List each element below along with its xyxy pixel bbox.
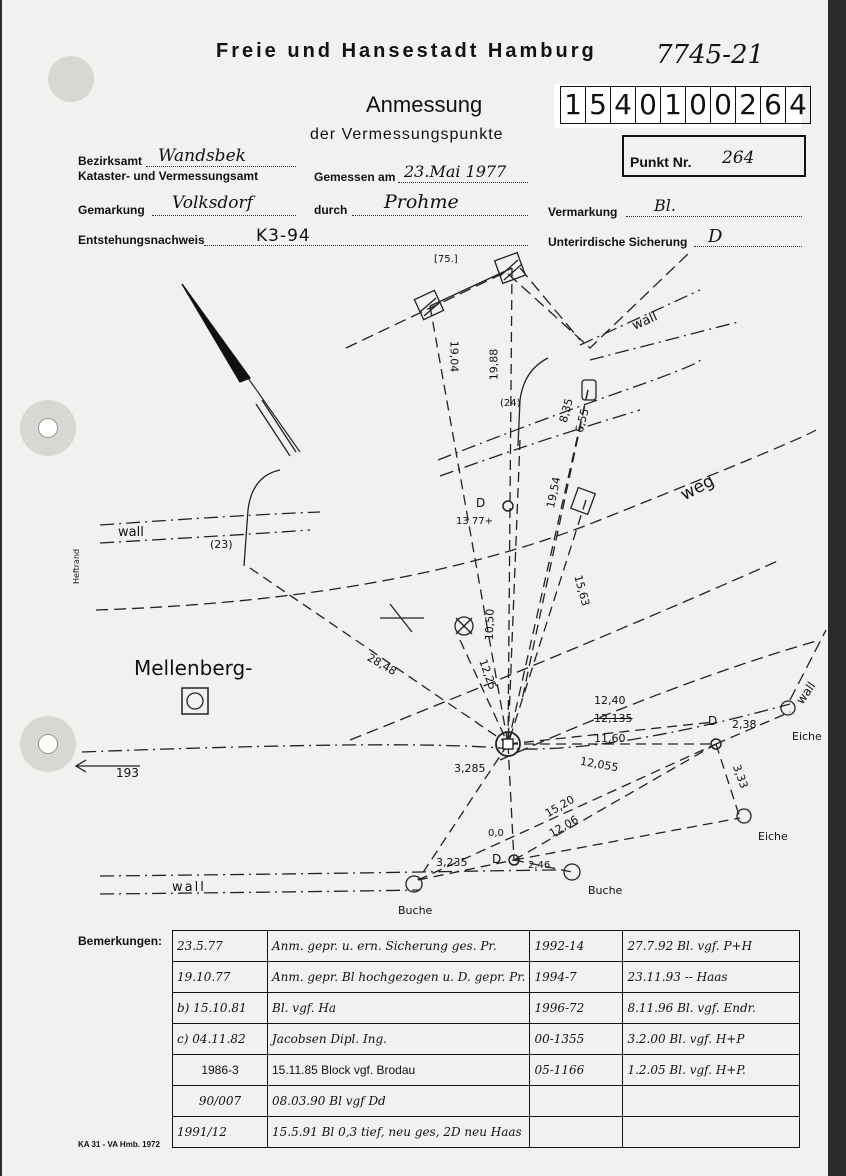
table-row [173,1055,800,1086]
wall-left-label: wall [118,525,144,540]
distance-label: 12,25 [476,657,500,692]
table-row [173,993,800,1024]
form-subtitle: der Vermessungspunkte [310,126,504,143]
id-digit: 1 [660,86,685,124]
gemarkung-label: Gemarkung [78,203,145,217]
distance-label: 15,63 [571,573,593,608]
remark-cell: b) 15.10.81 [173,993,268,1024]
heftrand-label: Heftrand [72,548,81,584]
table-row [173,1117,800,1148]
distance-label: 12,06 [546,812,581,841]
distance-label: 0,0 [488,828,504,839]
distance-label: 3,33 [729,762,751,791]
distance-label: 6,55 [572,406,592,435]
remark-cell: 1994-7 [530,962,623,993]
mellenberg-label: Mellenberg- [134,656,253,680]
gemessen-value: 23.Mai 1977 [404,162,507,181]
remarks-label: Bemerkungen: [78,934,163,948]
durch-value: Prohme [384,191,459,213]
distance-label: 10,50 [482,608,497,641]
distance-label: 19,88 [487,348,501,381]
remark-cell: Anm. gepr. Bl hochgezogen u. D. gepr. Pr. [268,962,530,993]
marker-75-label: [75.] [434,254,458,265]
remarks-table [172,930,800,1148]
remark-cell: 23.5.77 [173,931,268,962]
buche-label: Buche [588,884,623,897]
entstehung-label: Entstehungsnachweis [78,233,205,247]
remark-cell: 05-1166 [530,1055,623,1086]
distance-label: 3,235 [436,856,468,869]
id-digit: 6 [760,86,785,124]
distance-label: 8,35 [556,396,576,425]
buche-label: Buche [398,904,433,917]
distance-label: 2,46 [528,860,551,871]
remark-cell: 27.7.92 Bl. vgf. P+H [623,931,800,962]
remark-cell [623,1117,800,1148]
wall-bottom-label: wall [172,880,206,895]
remark-cell: 23.11.93 -- Haas [623,962,800,993]
vermarkung-value: Bl. [654,196,676,215]
id-digit: 4 [785,86,811,124]
remark-cell: c) 04.11.82 [173,1024,268,1055]
remark-cell [530,1117,623,1148]
remark-cell: 15.5.91 Bl 0,3 tief, neu ges, 2D neu Haas [268,1117,530,1148]
distance-label: 12,055 [579,754,620,775]
remark-cell: 1996-72 [530,993,623,1024]
remark-cell: 00-1355 [530,1024,623,1055]
vermarkung-label: Vermarkung [548,205,618,219]
remark-cell: 1991/12 [173,1117,268,1148]
distance-label: 19,54 [544,475,564,510]
remark-cell: Bl. vgf. Ha [268,993,530,1024]
bezirksamt-value: Wandsbek [158,146,246,166]
distance-label: 28,48 [364,650,399,679]
remark-cell: 90/007 [173,1086,268,1117]
distance-label: 12,135 [594,712,633,725]
distance-label: D [492,852,502,866]
distance-label: D [476,496,486,510]
distance-label: 193 [116,766,139,780]
sicherung-label: Unterirdische Sicherung [548,235,688,249]
remark-cell: 8.11.96 Bl. vgf. Endr. [623,993,800,1024]
marker-23-label: (23) [210,538,233,551]
eiche-label: Eiche [758,830,788,843]
id-digit: 1 [560,86,585,124]
punkt-nr-label: Punkt Nr. [630,154,692,170]
punkt-nr-value: 264 [722,148,755,168]
id-digit: 2 [735,86,760,124]
sicherung-value: D [708,226,723,247]
remark-cell [530,1086,623,1117]
wall-right-label: wall [793,679,819,707]
id-digit: 4 [610,86,635,124]
remark-cell: 1986-3 [173,1055,268,1086]
kataster-label: Kataster- und Vermessungsamt [78,169,259,183]
id-digit: 0 [710,86,735,124]
remark-cell: 1992-14 [530,931,623,962]
bezirksamt-label: Bezirksamt [78,154,143,168]
table-row [173,1086,800,1117]
durch-label: durch [314,203,348,217]
distance-label: 3,285 [454,762,486,775]
form-title: Anmessung [366,92,483,117]
handwritten-reference: 7745-21 [656,40,765,70]
north-arrow-icon [182,284,300,456]
table-row [173,1024,800,1055]
distance-label: 15,20 [542,792,577,821]
entstehung-value: K3-94 [256,226,311,246]
remark-cell: Jacobsen Dipl. Ing. [268,1024,530,1055]
distance-label: 13 77+ [456,516,494,527]
remark-cell: 3.2.00 Bl. vgf. H+P [623,1024,800,1055]
remark-cell: 08.03.90 Bl vgf Dd [268,1086,530,1117]
gemessen-label: Gemessen am [314,170,396,184]
marker-24-label: (24) [500,398,521,409]
distance-label: 12,40 [594,694,626,707]
remark-cell [623,1086,800,1117]
wall-top-label: wall [630,309,660,334]
distance-label: 2,38 [732,718,757,731]
id-digit: 0 [685,86,710,124]
id-digit: 5 [585,86,610,124]
distance-label: 11,60 [594,732,626,745]
remark-cell: 19.10.77 [173,962,268,993]
remark-cell: 15.11.85 Block vgf. Brodau [268,1055,530,1086]
eiche-label: Eiche [792,730,822,743]
distance-label: D [708,714,718,728]
gemarkung-value: Volksdorf [172,193,253,213]
weg-label: weg [677,470,718,506]
table-row [173,962,800,993]
form-code: KA 31 - VA Hmb. 1972 [78,1140,160,1149]
remark-cell: 1.2.05 Bl. vgf. H+P. [623,1055,800,1086]
city-heading: Freie und Hansestadt Hamburg [216,40,597,62]
table-row [173,931,800,962]
distance-label: 19,04 [447,340,461,373]
remark-cell: Anm. gepr. u. ern. Sicherung ges. Pr. [268,931,530,962]
id-digit: 0 [635,86,660,124]
